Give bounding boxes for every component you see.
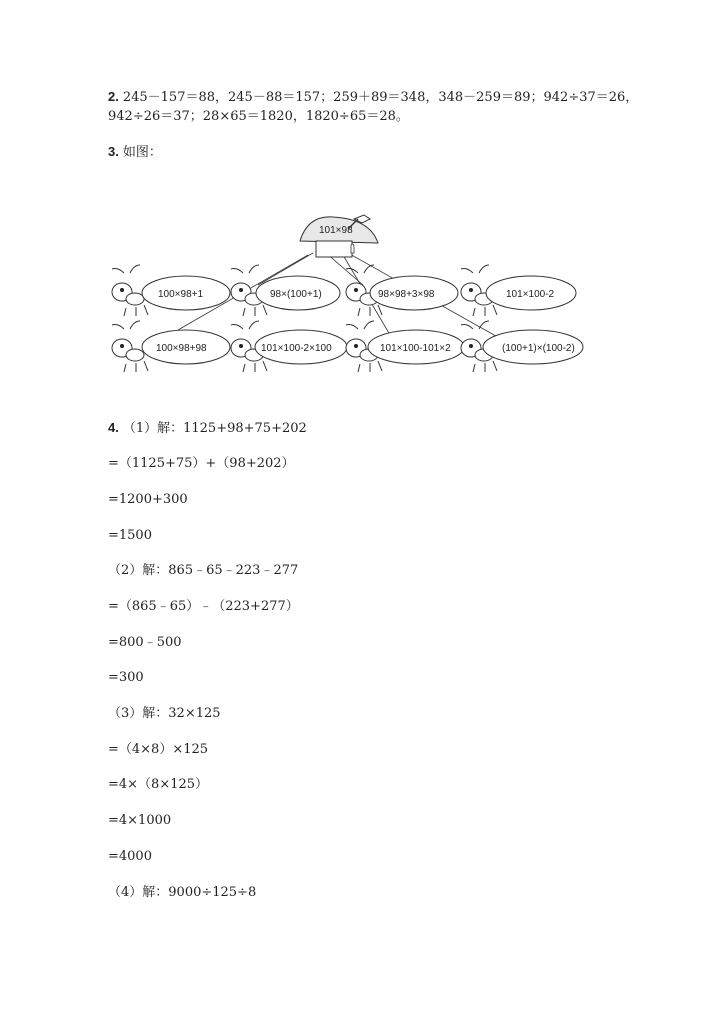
ant-2	[231, 265, 340, 316]
ant-label: 101×100-101×2	[380, 343, 451, 354]
q2-line1	[108, 88, 638, 107]
q4-step: =（1125+75）+（98+202）	[108, 456, 295, 471]
ant-label: (100+1)×(100-2)	[502, 343, 575, 354]
q2-text-1: 245－157＝88，245－88＝157；259＋89＝348，348－259＝89；942÷37＝26，	[122, 90, 639, 105]
ant-label: 101×100-2	[506, 289, 555, 300]
q4-step: =1500	[108, 528, 152, 543]
ant-8	[461, 321, 583, 372]
q4-step: （2）解：865﹣65﹣223﹣277	[108, 563, 299, 578]
ant-7	[346, 321, 464, 372]
q4-step: （4）解：9000÷125÷8	[108, 885, 257, 900]
q3-text: 如图：	[122, 145, 162, 160]
q4-step: =800﹣500	[108, 635, 182, 650]
ant-label: 98×98+3×98	[378, 289, 435, 300]
q4-step: =300	[108, 670, 144, 685]
q4-number: 4.	[108, 420, 119, 435]
matching-diagram	[108, 205, 588, 377]
q4-step: =4×（8×125）	[108, 777, 209, 792]
q4-heading	[108, 419, 307, 438]
ant-label: 100×98+98	[156, 343, 207, 354]
q4-step: =4×1000	[108, 813, 172, 828]
q4-step: =（4×8）×125	[108, 742, 209, 757]
q3-number: 3.	[108, 144, 119, 159]
q2-line2: 942÷26＝37；28×65＝1820，1820÷65＝28。	[108, 109, 409, 124]
q3-heading	[108, 143, 162, 162]
ant-5	[112, 321, 230, 372]
ant-1	[112, 265, 230, 316]
q4-step: （1）解：1125+98+75+202	[122, 421, 307, 436]
q4-step: =（865﹣65）﹣（223+277）	[108, 599, 299, 614]
q2-number: 2.	[108, 89, 119, 104]
ant-label: 101×100-2×100	[261, 343, 332, 354]
ant-label: 100×98+1	[158, 289, 204, 300]
q4-step: =4000	[108, 849, 152, 864]
q4-step: =1200+300	[108, 492, 188, 507]
ant-6	[231, 321, 347, 372]
q4-step: （3）解：32×125	[108, 706, 221, 721]
ant-3	[346, 265, 458, 316]
mushroom	[300, 215, 378, 257]
ant-label: 98×(100+1)	[270, 289, 322, 300]
ant-4	[461, 265, 576, 316]
mushroom-label: 101×98	[319, 225, 353, 236]
